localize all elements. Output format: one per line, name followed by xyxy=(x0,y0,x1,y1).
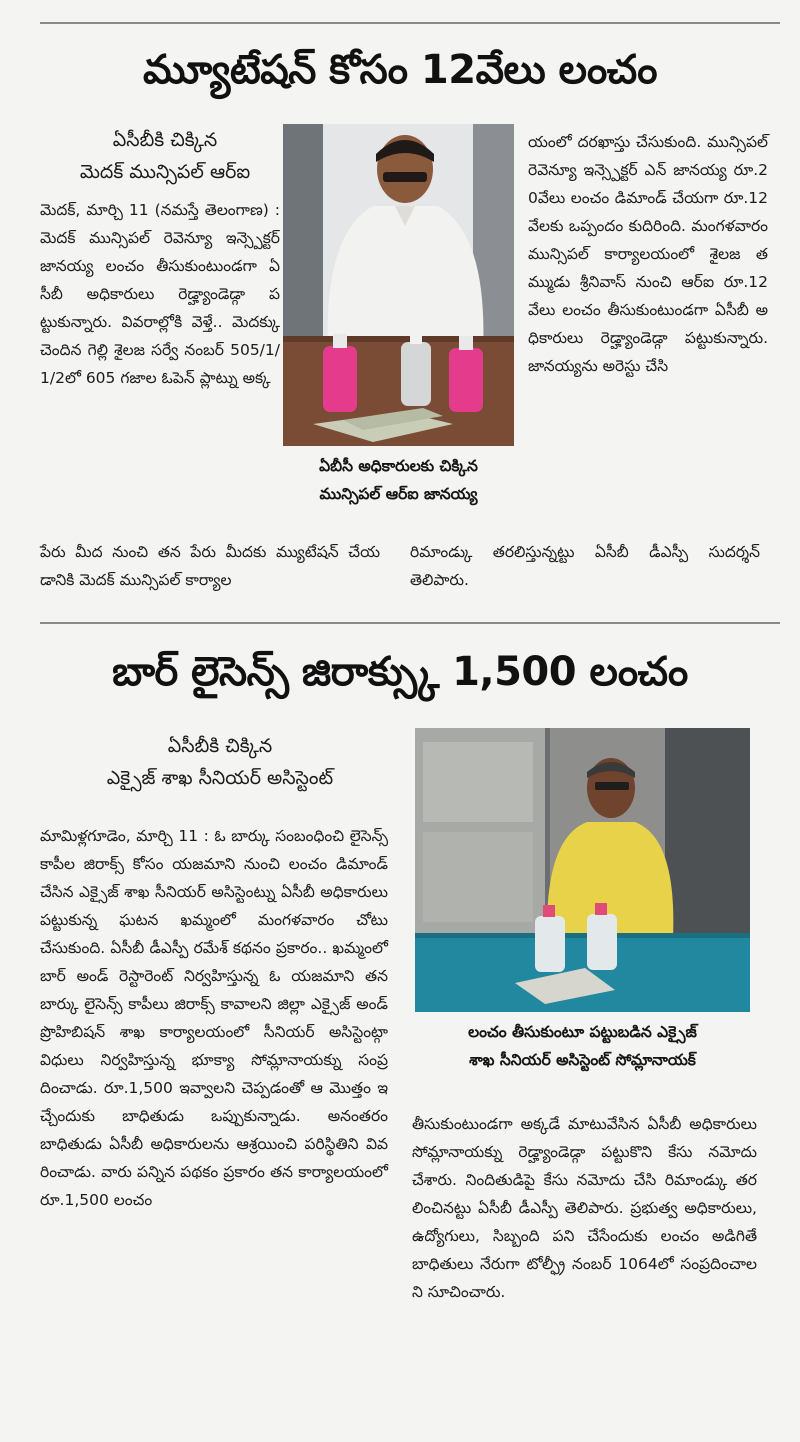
article2-body-col1: మామిళ్లగూడెం, మార్చి 11 : ఓ బార్కు సంబంధించి లైసెన్స్ కాపీల జిరాక్స్ కోసం యజమాని నుంచి లంచం డిమాండ్ చేసిన ఎక్సైజ్ శాఖ సీనియర్ అసిస్టెంట్ను ఏసీబీ అధికారులు పట్టుకున్న ఘటన ఖమ్మంలో మంగళవారం చోటు చేసుకుంది. ఏసీబీ డీఎస్పీ రమేశ్ కథనం ప్రకారం.. ఖమ్మంలో బార్ అండ్ రెస్టారెంట్ నిర్వహిస్తున్న ఓ యజమాని తన బార్కు లైసెన్స్ కాపీలు జిరాక్స్ కావాలని జిల్లా ఎక్సైజ్ అండ్ ప్రొహిబిషన్ శాఖ కార్యాలయంలో సీనియర్ అసిస్టెంట్గా విధులు నిర్వహిస్తున్న భూక్యా సోమ్లానాయక్ను సంప్రదించాడు. రూ.1,500 ఇవ్వాలని చెప్పడంతో ఆ మొత్తం ఇచ్చేందుకు బాధితుడు ఒప్పుకున్నాడు. అనంతరం బాధితుడు ఏసీబీ అధికారులను ఆశ్రయించి పరిస్థితిని వివరించాడు. వారు పన్నిన పథకం ప్రకారం తన కార్యాలయంలో రూ.1,500 లంచం xyxy=(40,827,388,1209)
top-rule xyxy=(40,22,780,24)
article1-body-col3-bottom: రిమాండ్కు తరలిస్తున్నట్టు ఏసీబీ డీఎస్పీ సుదర్శన్ తెలిపారు. xyxy=(410,543,760,589)
article1-body-col1-top: మెదక్, మార్చి 11 (నమస్తే తెలంగాణ) : మెదక్ మున్సిపల్ రెవెన్యూ ఇన్స్పెక్టర్ జానయ్య లంచం తీసుకుంటుండగా ఏసీబీ అధికారులు రెడ్హ్యాండెడ్గా పట్టుకున్నారు. వివరాల్లోకి వెళ్తే.. మెదక్కు చెందిన గెల్లి శైలజ సర్వే నంబర్ 505/1/1/2లో 605 గజాల ఓపెన్ ప్లాట్ను అక్క xyxy=(40,201,280,387)
article1-col1-bottom xyxy=(40,538,380,598)
article2-caption-line2: శాఖ సీనియర్ అసిస్టెంట్ సోమ్లానాయక్ xyxy=(469,1051,696,1069)
article1-col3-bottom xyxy=(410,538,760,598)
article-divider xyxy=(40,622,780,624)
article2-body-col2: తీసుకుంటుండగా అక్కడే మాటువేసిన ఏసీబీ అధికారులు సోమ్లానాయక్ను రెడ్హ్యాండెడ్గా పట్టుకొని కేసు నమోదు చేశారు. నిందితుడిపై కేసు నమోదు చేసి రిమాండ్కు తరలించినట్టు ఏసీబీ డీఎస్పీ తెలిపారు. ప్రభుత్వ అధికారులు, ఉద్యోగులు, సిబ్బంది పని చేసేందుకు లంచం అడిగితే బాధితులు నేరుగా టోల్ఫ్రీ నంబర్ 1064లో సంప్రదించాలని సూచించారు. xyxy=(412,1115,757,1301)
article1-col3-top xyxy=(528,128,768,538)
article1-headline: మ్యూటేషన్ కోసం 12వేలు లంచం xyxy=(143,47,657,93)
article1-subheading-line2: మెదక్ మున్సిపల్ ఆర్ఐ xyxy=(79,161,251,183)
article2-headline: బార్ లైసెన్స్ జిరాక్స్కు 1,500 లంచం xyxy=(112,649,688,695)
article2-subheading xyxy=(40,730,400,794)
article2-col1 xyxy=(40,822,388,1402)
article1-subheading xyxy=(50,124,280,188)
article1-caption-line1: ఏబీసీ అధికారులకు చిక్కిన xyxy=(319,457,478,475)
article1-caption-line2: మున్సిపల్ ఆర్ఐ జానయ్య xyxy=(319,485,478,503)
article1-photo xyxy=(283,124,514,446)
photo-official-janayya-icon xyxy=(283,124,514,446)
article2-subheading-line1: ఏసీబీకి చిక్కిన xyxy=(167,735,273,757)
article2-caption-line1: లంచం తీసుకుంటూ పట్టుబడిన ఎక్సైజ్ xyxy=(468,1023,697,1041)
article2-col2 xyxy=(412,1110,757,1400)
article2-photo xyxy=(415,728,750,1012)
article2-caption xyxy=(415,1018,750,1074)
article1-caption xyxy=(283,452,514,508)
article1-body-col1-bottom: పేరు మీద నుంచి తన పేరు మీదకు మ్యుటేషన్ చేయడానికి మెదక్ మున్సిపల్ కార్యాల xyxy=(40,543,380,589)
article1-col1-top xyxy=(40,196,280,518)
article1-subheading-line1: ఏసీబీకి చిక్కిన xyxy=(112,129,218,151)
article2-subheading-line2: ఎక్సైజ్ శాఖ సీనియర్ అసిస్టెంట్ xyxy=(106,767,334,789)
photo-official-somlanayak-icon xyxy=(415,728,750,1012)
article1-body-col3-top: యంలో దరఖాస్తు చేసుకుంది. మున్సిపల్ రెవెన్యూ ఇన్స్పెక్టర్ ఎన్ జానయ్య రూ.20వేలు లంచం డిమాండ్ చేయగా రూ.12వేలకు ఒప్పందం కుదిరింది. మంగళవారం మున్సిపల్ కార్యాలయంలో శైలజ తమ్ముడు శ్రీనివాస్ నుంచి ఆర్ఐ రూ.12 వేలు లంచం తీసుకుంటుండగా ఏసీబీ అధికారులు రెడ్హ్యాండెడ్గా పట్టుకున్నారు. జానయ్యను అరెస్టు చేసి xyxy=(528,133,768,375)
